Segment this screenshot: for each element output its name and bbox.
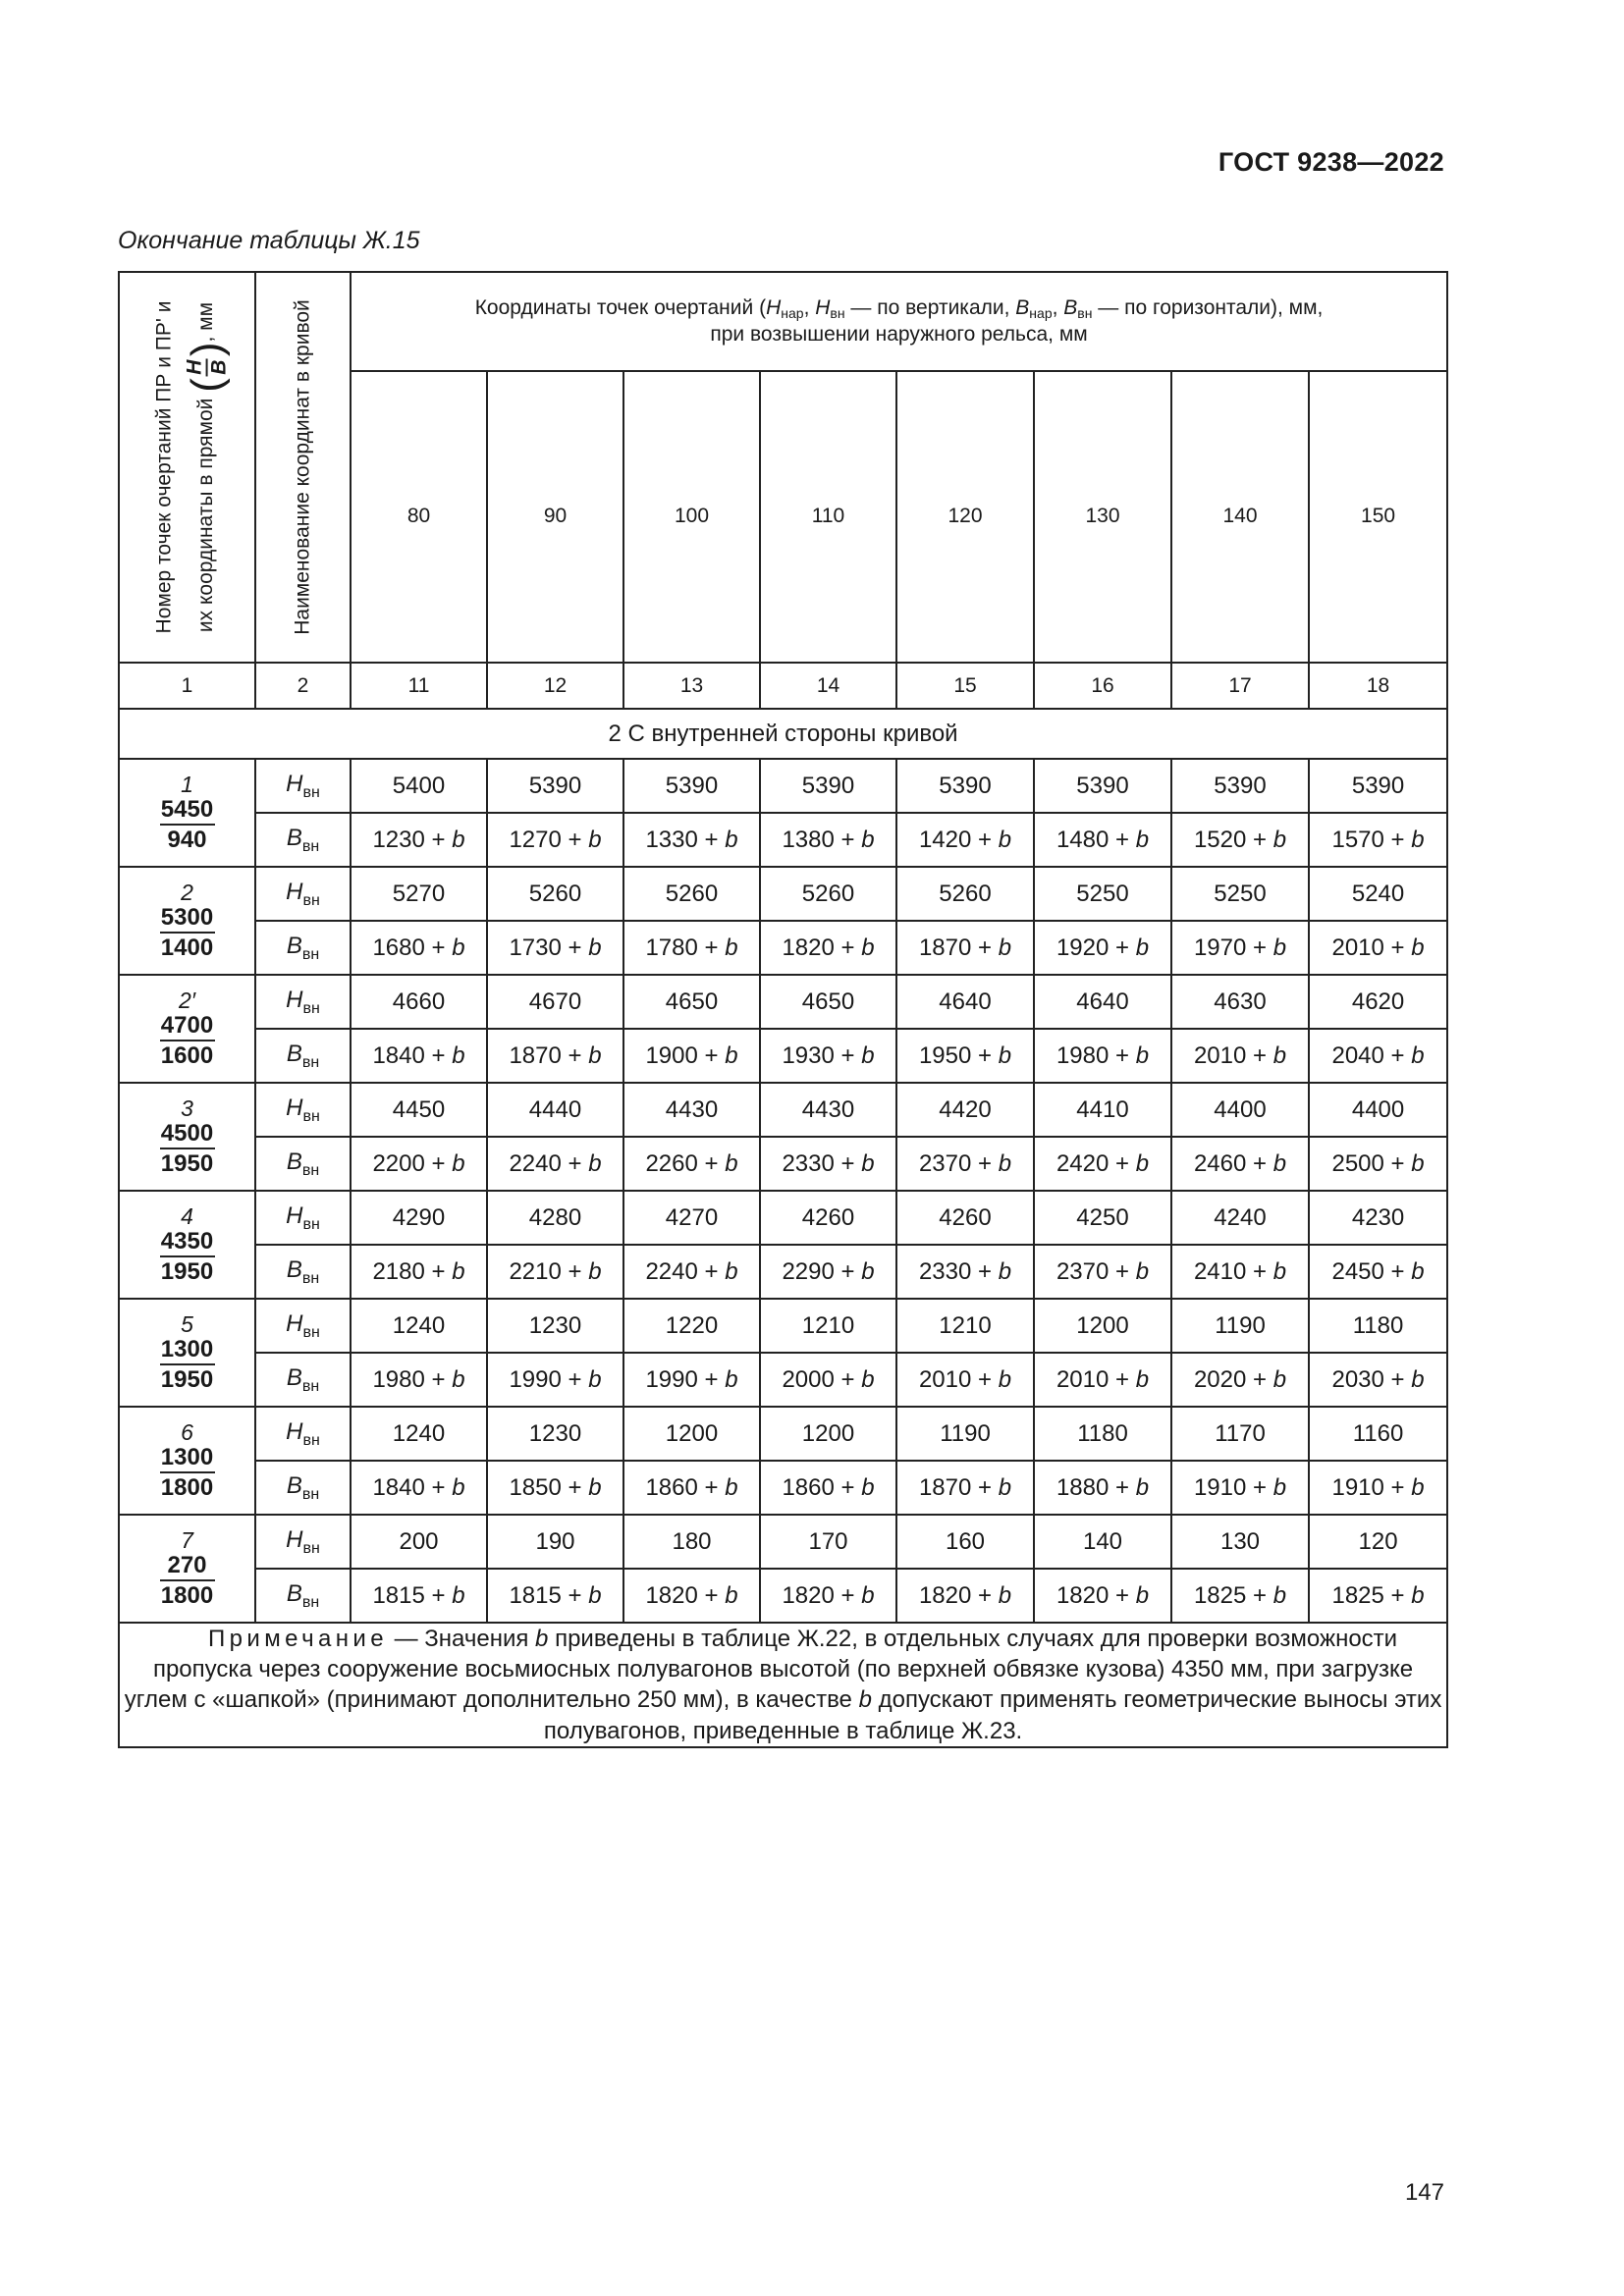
column-number: 14: [760, 663, 896, 709]
h-value: 5270: [351, 867, 487, 921]
h-value: 190: [487, 1515, 623, 1569]
b-value: 2260 + b: [623, 1137, 760, 1191]
h-value: 1200: [623, 1407, 760, 1461]
column-number: 11: [351, 663, 487, 709]
b-value: 1780 + b: [623, 921, 760, 975]
h-value: 5390: [760, 759, 896, 813]
b-value: 1420 + b: [896, 813, 1034, 867]
h-value: 130: [1171, 1515, 1309, 1569]
h-value: 4450: [351, 1083, 487, 1137]
b-value: 1820 + b: [760, 921, 896, 975]
coordinate-name: $B_{вн}$: [255, 921, 351, 975]
h-value: 4290: [351, 1191, 487, 1245]
h-value: 5390: [1171, 759, 1309, 813]
h-value: 4670: [487, 975, 623, 1029]
h-value: 5390: [487, 759, 623, 813]
header-coordinates: Координаты точек очертаний (Hнар, Hвн — по вертикали, Bнар, Bвн — по горизонтали), мм, при возвышении наружного рельса, мм: [351, 272, 1447, 371]
table-row: [119, 1353, 1447, 1407]
coordinate-name: $H_{вн}$: [255, 759, 351, 813]
table-row: [119, 1137, 1447, 1191]
h-value: 4430: [760, 1083, 896, 1137]
coordinate-name: $B_{вн}$: [255, 1245, 351, 1299]
h-value: 170: [760, 1515, 896, 1569]
point-number: 2: [181, 879, 193, 905]
b-value: 2370 + b: [1034, 1245, 1171, 1299]
h-value: 4400: [1171, 1083, 1309, 1137]
point-cell: [119, 1515, 255, 1623]
h-value: 1230: [487, 1407, 623, 1461]
h-value: 5240: [1309, 867, 1447, 921]
point-h: 4350: [160, 1227, 214, 1255]
h-value: 4430: [623, 1083, 760, 1137]
b-value: 2420 + b: [1034, 1137, 1171, 1191]
fraction-line: [160, 1471, 215, 1473]
table-row: [119, 1191, 1447, 1245]
h-value: 1240: [351, 1407, 487, 1461]
point-cell: [119, 1083, 255, 1191]
b-value: 1860 + b: [623, 1461, 760, 1515]
h-value: 4400: [1309, 1083, 1447, 1137]
b-value: 1850 + b: [487, 1461, 623, 1515]
b-value: 1900 + b: [623, 1029, 760, 1083]
b-value: 2330 + b: [896, 1245, 1034, 1299]
b-value: 1930 + b: [760, 1029, 896, 1083]
point-cell: [119, 759, 255, 867]
table-row: [119, 759, 1447, 813]
b-value: 1680 + b: [351, 921, 487, 975]
b-value: 1825 + b: [1309, 1569, 1447, 1623]
b-value: 2010 + b: [1034, 1353, 1171, 1407]
b-value: 2000 + b: [760, 1353, 896, 1407]
b-value: 2030 + b: [1309, 1353, 1447, 1407]
coordinate-name: $H_{вн}$: [255, 1191, 351, 1245]
coordinate-name: $H_{вн}$: [255, 975, 351, 1029]
h-value: 5250: [1034, 867, 1171, 921]
point-b: 1800: [160, 1474, 214, 1502]
table-caption: Окончание таблицы Ж.15: [118, 227, 420, 254]
b-value: 2370 + b: [896, 1137, 1034, 1191]
h-value: 180: [623, 1515, 760, 1569]
b-value: 2010 + b: [896, 1353, 1034, 1407]
b-value: 1910 + b: [1309, 1461, 1447, 1515]
h-value: 4420: [896, 1083, 1034, 1137]
table-row: [119, 1515, 1447, 1569]
h-value: 4440: [487, 1083, 623, 1137]
page-number: 147: [1404, 2179, 1444, 2206]
h-value: 5260: [623, 867, 760, 921]
h-value: 4630: [1171, 975, 1309, 1029]
b-value: 1330 + b: [623, 813, 760, 867]
h-value: 5260: [760, 867, 896, 921]
h-value: 4260: [760, 1191, 896, 1245]
b-value: 2020 + b: [1171, 1353, 1309, 1407]
h-value: 4260: [896, 1191, 1034, 1245]
standard-code: ГОСТ 9238—2022: [1218, 147, 1444, 177]
b-value: 2040 + b: [1309, 1029, 1447, 1083]
h-value: 4620: [1309, 975, 1447, 1029]
table-row: [119, 867, 1447, 921]
h-value: 4650: [623, 975, 760, 1029]
elevation-header: 150: [1309, 371, 1447, 664]
b-value: 1970 + b: [1171, 921, 1309, 975]
h-value: 5390: [623, 759, 760, 813]
elevation-header: 120: [896, 371, 1034, 664]
h-value: 4240: [1171, 1191, 1309, 1245]
b-value: 1230 + b: [351, 813, 487, 867]
b-value: 2330 + b: [760, 1137, 896, 1191]
h-value: 5260: [487, 867, 623, 921]
coordinate-name: $B_{вн}$: [255, 1353, 351, 1407]
b-value: 1980 + b: [1034, 1029, 1171, 1083]
fraction-line: [160, 932, 215, 934]
b-value: 1820 + b: [760, 1569, 896, 1623]
h-value: 5400: [351, 759, 487, 813]
point-cell: [119, 1299, 255, 1407]
header-col1-line1: Номер точек очертаний ПР и ПР' и: [152, 300, 176, 634]
point-number: 5: [181, 1310, 193, 1337]
column-number: 2: [255, 663, 351, 709]
h-value: 4280: [487, 1191, 623, 1245]
fraction-line: [160, 1040, 215, 1041]
point-number: 4: [181, 1202, 193, 1229]
coordinate-name: $B_{вн}$: [255, 1569, 351, 1623]
point-b: 1950: [160, 1150, 214, 1178]
b-value: 1270 + b: [487, 813, 623, 867]
point-b: 1950: [160, 1366, 214, 1394]
point-h: 1300: [160, 1443, 214, 1470]
b-value: 1815 + b: [351, 1569, 487, 1623]
fraction-line: [160, 1148, 215, 1149]
h-value: 4250: [1034, 1191, 1171, 1245]
b-value: 1870 + b: [487, 1029, 623, 1083]
h-value: 5390: [1309, 759, 1447, 813]
table-row: [119, 1461, 1447, 1515]
section-title: 2 С внутренней стороны кривой: [119, 709, 1447, 759]
coordinate-name: $H_{вн}$: [255, 1407, 351, 1461]
point-b: 1950: [160, 1258, 214, 1286]
point-number: 3: [181, 1095, 193, 1121]
b-value: 2010 + b: [1171, 1029, 1309, 1083]
point-h: 5450: [160, 795, 214, 823]
b-value: 1825 + b: [1171, 1569, 1309, 1623]
b-value: 2200 + b: [351, 1137, 487, 1191]
b-value: 1815 + b: [487, 1569, 623, 1623]
h-value: 4640: [1034, 975, 1171, 1029]
h-value: 1230: [487, 1299, 623, 1353]
h-value: 1210: [760, 1299, 896, 1353]
table-row: [119, 1569, 1447, 1623]
table-row: [119, 975, 1447, 1029]
coordinate-name: $H_{вн}$: [255, 867, 351, 921]
column-number: 12: [487, 663, 623, 709]
h-value: 4410: [1034, 1083, 1171, 1137]
coordinate-name: $H_{вн}$: [255, 1083, 351, 1137]
h-value: 120: [1309, 1515, 1447, 1569]
b-value: 2210 + b: [487, 1245, 623, 1299]
table-row: [119, 1029, 1447, 1083]
b-value: 2010 + b: [1309, 921, 1447, 975]
h-value: 1180: [1309, 1299, 1447, 1353]
table-row: [119, 1407, 1447, 1461]
table-row: [119, 921, 1447, 975]
column-number: 1: [119, 663, 255, 709]
h-value: 4230: [1309, 1191, 1447, 1245]
b-value: 1910 + b: [1171, 1461, 1309, 1515]
column-number: 15: [896, 663, 1034, 709]
b-value: 1480 + b: [1034, 813, 1171, 867]
table-note: Примечание — Значения b приведены в таблице Ж.22, в отдельных случаях для проверки возможности пропуска через сооружение восьмиосных полувагонов высотой (по верхней обвязке кузова) 4350 мм, при загрузке углем с «шапкой» (принимают дополнительно 250 мм), в качестве b допускают применять геометрические выносы этих полувагонов, приведенные в таблице Ж.23.: [119, 1623, 1447, 1747]
b-value: 1380 + b: [760, 813, 896, 867]
b-value: 1840 + b: [351, 1461, 487, 1515]
elevation-header: 90: [487, 371, 623, 664]
h-value: 5250: [1171, 867, 1309, 921]
b-value: 1840 + b: [351, 1029, 487, 1083]
b-value: 1880 + b: [1034, 1461, 1171, 1515]
h-value: 1240: [351, 1299, 487, 1353]
b-value: 1730 + b: [487, 921, 623, 975]
h-value: 200: [351, 1515, 487, 1569]
b-value: 2290 + b: [760, 1245, 896, 1299]
coordinate-name: $H_{вн}$: [255, 1515, 351, 1569]
elevation-header: 100: [623, 371, 760, 664]
elevation-header: 110: [760, 371, 896, 664]
point-number: 7: [181, 1526, 193, 1553]
elevation-header: 80: [351, 371, 487, 664]
b-value: 2180 + b: [351, 1245, 487, 1299]
b-value: 1820 + b: [896, 1569, 1034, 1623]
h-value: 1190: [1171, 1299, 1309, 1353]
b-value: 2240 + b: [623, 1245, 760, 1299]
h-value: 140: [1034, 1515, 1171, 1569]
h-value: 4270: [623, 1191, 760, 1245]
b-value: 1860 + b: [760, 1461, 896, 1515]
b-value: 1990 + b: [487, 1353, 623, 1407]
coordinate-name: $B_{вн}$: [255, 1461, 351, 1515]
fraction-line: [160, 824, 215, 826]
b-value: 1570 + b: [1309, 813, 1447, 867]
coordinate-name: $B_{вн}$: [255, 1137, 351, 1191]
h-value: 4660: [351, 975, 487, 1029]
b-value: 1990 + b: [623, 1353, 760, 1407]
b-value: 1920 + b: [1034, 921, 1171, 975]
h-value: 1160: [1309, 1407, 1447, 1461]
point-number: 1: [181, 771, 193, 797]
h-value: 1210: [896, 1299, 1034, 1353]
header-col1-line2: их координаты в прямой ( H B ), мм: [182, 301, 231, 633]
b-value: 2500 + b: [1309, 1137, 1447, 1191]
h-value: 5260: [896, 867, 1034, 921]
b-value: 1870 + b: [896, 921, 1034, 975]
h-value: 1180: [1034, 1407, 1171, 1461]
fraction-line: [160, 1363, 215, 1365]
table-row: [119, 1245, 1447, 1299]
point-b: 1400: [160, 934, 214, 962]
b-value: 1520 + b: [1171, 813, 1309, 867]
b-value: 2240 + b: [487, 1137, 623, 1191]
b-value: 2450 + b: [1309, 1245, 1447, 1299]
b-value: 2460 + b: [1171, 1137, 1309, 1191]
h-value: 5390: [896, 759, 1034, 813]
point-number: 6: [181, 1418, 193, 1445]
h-value: 160: [896, 1515, 1034, 1569]
point-cell: [119, 1191, 255, 1299]
b-value: 1820 + b: [1034, 1569, 1171, 1623]
b-value: 2410 + b: [1171, 1245, 1309, 1299]
column-number: 18: [1309, 663, 1447, 709]
coordinate-name: $B_{вн}$: [255, 813, 351, 867]
elevation-header: 130: [1034, 371, 1171, 664]
point-cell: [119, 1407, 255, 1515]
h-value: 1200: [1034, 1299, 1171, 1353]
h-value: 1220: [623, 1299, 760, 1353]
h-value: 1200: [760, 1407, 896, 1461]
point-number: 2′: [178, 987, 196, 1013]
point-h: 4500: [160, 1119, 214, 1147]
point-h: 270: [167, 1551, 207, 1578]
point-b: 940: [167, 827, 207, 854]
h-value: 5390: [1034, 759, 1171, 813]
h-value: 4650: [760, 975, 896, 1029]
elevation-header: 140: [1171, 371, 1309, 664]
point-h: 4700: [160, 1011, 214, 1039]
table-row: [119, 813, 1447, 867]
column-number: 13: [623, 663, 760, 709]
b-value: 1870 + b: [896, 1461, 1034, 1515]
coordinate-name: $B_{вн}$: [255, 1029, 351, 1083]
point-b: 1800: [160, 1582, 214, 1610]
h-value: 1190: [896, 1407, 1034, 1461]
coordinates-table: [118, 271, 1448, 1748]
h-value: 1170: [1171, 1407, 1309, 1461]
point-cell: [119, 867, 255, 975]
b-value: 1820 + b: [623, 1569, 760, 1623]
fraction-line: [160, 1579, 215, 1581]
table-row: [119, 1299, 1447, 1353]
point-h: 1300: [160, 1335, 214, 1362]
column-number: 17: [1171, 663, 1309, 709]
h-value: 4640: [896, 975, 1034, 1029]
column-number: 16: [1034, 663, 1171, 709]
point-cell: [119, 975, 255, 1083]
header-point-number: [119, 272, 255, 663]
header-coordinate-name: Наименование координат в кривой: [255, 272, 351, 663]
table-row: [119, 1083, 1447, 1137]
coordinate-name: $H_{вн}$: [255, 1299, 351, 1353]
b-value: 1950 + b: [896, 1029, 1034, 1083]
b-value: 1980 + b: [351, 1353, 487, 1407]
point-b: 1600: [160, 1042, 214, 1070]
point-h: 5300: [160, 903, 214, 931]
fraction-line: [160, 1255, 215, 1257]
